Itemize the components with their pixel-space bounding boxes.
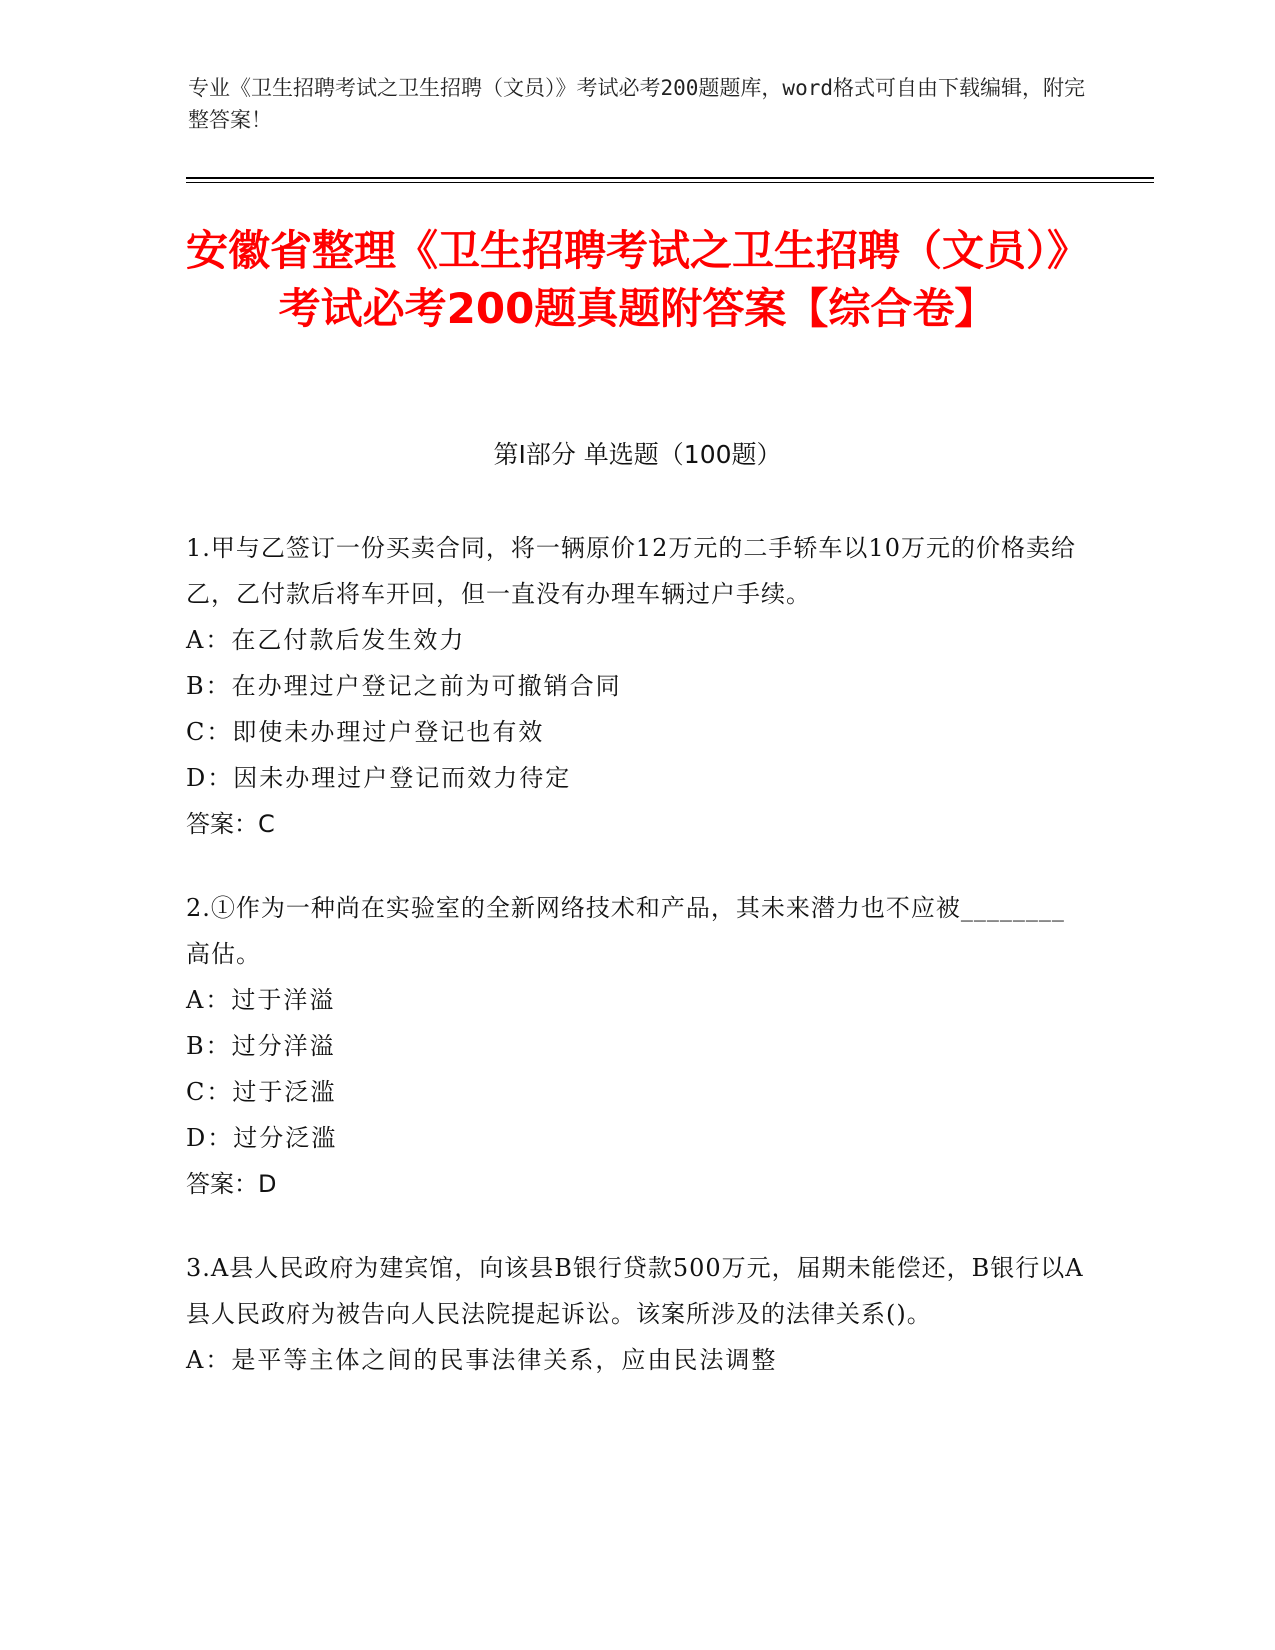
option-c: C：过于泛滥 bbox=[186, 1078, 337, 1106]
answer: 答案：C bbox=[186, 810, 275, 838]
option-c: C：即使未办理过户登记也有效 bbox=[186, 718, 545, 746]
option-b: B：在办理过户登记之前为可撤销合同 bbox=[186, 672, 622, 700]
question-2 bbox=[186, 885, 1086, 1207]
document-title: 安徽省整理《卫生招聘考试之卫生招聘（文员）》考试必考200题真题附答案【综合卷】 bbox=[186, 226, 1090, 333]
question-1 bbox=[186, 525, 1086, 847]
question-text: 2.①作为一种尚在实验室的全新网络技术和产品，其未来潜力也不应被________高估。 bbox=[186, 894, 1065, 968]
header-note: 专业《卫生招聘考试之卫生招聘（文员）》考试必考200题题库，word格式可自由下载编辑，附完整答案！ bbox=[188, 76, 1085, 132]
option-a: A：在乙付款后发生效力 bbox=[186, 626, 466, 654]
question-list bbox=[186, 525, 1086, 1421]
question-text: 1.甲与乙签订一份买卖合同，将一辆原价12万元的二手轿车以10万元的价格卖给乙，乙付款后将车开回，但一直没有办理车辆过户手续。 bbox=[186, 534, 1076, 608]
header-divider-thick bbox=[186, 177, 1154, 179]
option-b: B：过分洋溢 bbox=[186, 1032, 336, 1060]
question-3 bbox=[186, 1245, 1086, 1383]
header-divider-thin bbox=[186, 182, 1154, 183]
answer: 答案：D bbox=[186, 1170, 277, 1198]
option-a: A：过于洋溢 bbox=[186, 986, 336, 1014]
section-title: 第I部分 单选题（100题） bbox=[493, 440, 782, 469]
option-d: D：过分泛滥 bbox=[186, 1124, 338, 1152]
question-text: 3.A县人民政府为建宾馆，向该县B银行贷款500万元，届期未能偿还，B银行以A县人民政府为被告向人民法院提起诉讼。该案所涉及的法律关系()。 bbox=[186, 1254, 1084, 1328]
option-d: D：因未办理过户登记而效力待定 bbox=[186, 764, 572, 792]
option-a: A：是平等主体之间的民事法律关系，应由民法调整 bbox=[186, 1346, 778, 1374]
